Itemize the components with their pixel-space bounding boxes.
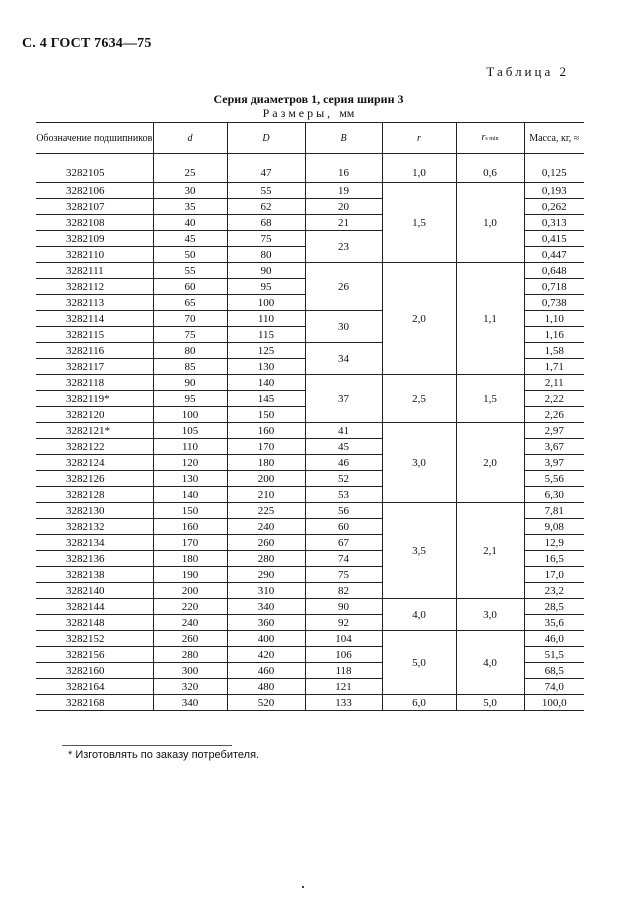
col-header-mass: Масса, кг, ≈ bbox=[524, 123, 584, 154]
cell-mass: 3,67 bbox=[524, 439, 584, 455]
col-header-d: d bbox=[153, 123, 227, 154]
cell-d: 65 bbox=[153, 295, 227, 311]
cell-designation: 3282117 bbox=[36, 359, 153, 375]
cell-mass: 68,5 bbox=[524, 663, 584, 679]
cell-rs-min: 0,6 bbox=[456, 154, 524, 183]
cell-d: 280 bbox=[153, 647, 227, 663]
cell-designation: 3282168 bbox=[36, 695, 153, 711]
cell-d: 40 bbox=[153, 215, 227, 231]
cell-B: 106 bbox=[305, 647, 382, 663]
cell-B: 52 bbox=[305, 471, 382, 487]
col-header-r: r bbox=[382, 123, 456, 154]
cell-r: 1,0 bbox=[382, 154, 456, 183]
cell-mass: 0,738 bbox=[524, 295, 584, 311]
cell-d: 110 bbox=[153, 439, 227, 455]
cell-designation: 3282106 bbox=[36, 183, 153, 199]
cell-d: 220 bbox=[153, 599, 227, 615]
cell-mass: 0,193 bbox=[524, 183, 584, 199]
cell-d: 160 bbox=[153, 519, 227, 535]
page-header: С. 4 ГОСТ 7634—75 bbox=[22, 36, 152, 51]
cell-designation: 3282120 bbox=[36, 407, 153, 423]
cell-d: 60 bbox=[153, 279, 227, 295]
cell-designation: 3282119* bbox=[36, 391, 153, 407]
cell-d: 90 bbox=[153, 375, 227, 391]
cell-d: 170 bbox=[153, 535, 227, 551]
cell-mass: 9,08 bbox=[524, 519, 584, 535]
cell-designation: 3282156 bbox=[36, 647, 153, 663]
cell-D: 170 bbox=[227, 439, 305, 455]
cell-designation: 3282136 bbox=[36, 551, 153, 567]
cell-designation: 3282111 bbox=[36, 263, 153, 279]
cell-d: 45 bbox=[153, 231, 227, 247]
rs-symbol: r bbox=[481, 131, 486, 143]
footnote: * Изготовлять по заказу потребителя. bbox=[68, 749, 260, 761]
cell-B: 26 bbox=[305, 263, 382, 311]
cell-r: 3,5 bbox=[382, 503, 456, 599]
cell-d: 340 bbox=[153, 695, 227, 711]
cell-mass: 46,0 bbox=[524, 631, 584, 647]
cell-designation: 3282160 bbox=[36, 663, 153, 679]
cell-D: 125 bbox=[227, 343, 305, 359]
cell-designation: 3282130 bbox=[36, 503, 153, 519]
cell-designation: 3282113 bbox=[36, 295, 153, 311]
cell-D: 55 bbox=[227, 183, 305, 199]
footnote-divider bbox=[62, 745, 232, 746]
cell-B: 104 bbox=[305, 631, 382, 647]
cell-B: 53 bbox=[305, 487, 382, 503]
cell-D: 47 bbox=[227, 154, 305, 183]
cell-designation: 3282144 bbox=[36, 599, 153, 615]
cell-D: 90 bbox=[227, 263, 305, 279]
cell-d: 180 bbox=[153, 551, 227, 567]
cell-B: 16 bbox=[305, 154, 382, 183]
cell-D: 140 bbox=[227, 375, 305, 391]
cell-designation: 3282164 bbox=[36, 679, 153, 695]
cell-D: 240 bbox=[227, 519, 305, 535]
cell-mass: 0,415 bbox=[524, 231, 584, 247]
cell-D: 115 bbox=[227, 327, 305, 343]
cell-designation: 3282126 bbox=[36, 471, 153, 487]
cell-D: 130 bbox=[227, 359, 305, 375]
cell-designation: 3282121* bbox=[36, 423, 153, 439]
cell-r: 1,5 bbox=[382, 183, 456, 263]
cell-rs-min: 1,0 bbox=[456, 183, 524, 263]
cell-designation: 3282132 bbox=[36, 519, 153, 535]
cell-D: 280 bbox=[227, 551, 305, 567]
table-caption-title: Серия диаметров 1, серия ширин 3 bbox=[213, 92, 404, 106]
col-header-designation: Обозначение подшипников bbox=[36, 123, 153, 154]
cell-designation: 3282107 bbox=[36, 199, 153, 215]
cell-D: 75 bbox=[227, 231, 305, 247]
cell-B: 90 bbox=[305, 599, 382, 615]
cell-d: 150 bbox=[153, 503, 227, 519]
cell-B: 19 bbox=[305, 183, 382, 199]
cell-rs-min: 1,5 bbox=[456, 375, 524, 423]
cell-D: 95 bbox=[227, 279, 305, 295]
cell-D: 100 bbox=[227, 295, 305, 311]
cell-D: 225 bbox=[227, 503, 305, 519]
cell-designation: 3282124 bbox=[36, 455, 153, 471]
rs-subscript: s min bbox=[485, 135, 499, 142]
cell-D: 80 bbox=[227, 247, 305, 263]
cell-designation: 3282138 bbox=[36, 567, 153, 583]
cell-B: 21 bbox=[305, 215, 382, 231]
cell-D: 160 bbox=[227, 423, 305, 439]
table-row bbox=[36, 154, 584, 183]
cell-d: 75 bbox=[153, 327, 227, 343]
cell-mass: 2,11 bbox=[524, 375, 584, 391]
cell-D: 150 bbox=[227, 407, 305, 423]
cell-mass: 0,313 bbox=[524, 215, 584, 231]
cell-mass: 6,30 bbox=[524, 487, 584, 503]
cell-designation: 3282114 bbox=[36, 311, 153, 327]
cell-d: 190 bbox=[153, 567, 227, 583]
cell-D: 340 bbox=[227, 599, 305, 615]
cell-mass: 1,71 bbox=[524, 359, 584, 375]
cell-B: 41 bbox=[305, 423, 382, 439]
cell-d: 260 bbox=[153, 631, 227, 647]
cell-B: 92 bbox=[305, 615, 382, 631]
cell-d: 120 bbox=[153, 455, 227, 471]
caption-unit: мм bbox=[339, 106, 355, 120]
table-header-row bbox=[36, 123, 584, 154]
cell-designation: 3282116 bbox=[36, 343, 153, 359]
cell-rs-min: 2,1 bbox=[456, 503, 524, 599]
cell-d: 50 bbox=[153, 247, 227, 263]
cell-mass: 35,6 bbox=[524, 615, 584, 631]
cell-mass: 0,718 bbox=[524, 279, 584, 295]
cell-B: 30 bbox=[305, 311, 382, 343]
cell-B: 133 bbox=[305, 695, 382, 711]
cell-D: 200 bbox=[227, 471, 305, 487]
cell-D: 62 bbox=[227, 199, 305, 215]
cell-d: 105 bbox=[153, 423, 227, 439]
cell-D: 145 bbox=[227, 391, 305, 407]
cell-D: 460 bbox=[227, 663, 305, 679]
cell-B: 23 bbox=[305, 231, 382, 263]
table-body bbox=[36, 154, 584, 711]
cell-d: 95 bbox=[153, 391, 227, 407]
cell-designation: 3282108 bbox=[36, 215, 153, 231]
cell-mass: 16,5 bbox=[524, 551, 584, 567]
cell-r: 2,5 bbox=[382, 375, 456, 423]
cell-d: 130 bbox=[153, 471, 227, 487]
cell-designation: 3282148 bbox=[36, 615, 153, 631]
cell-rs-min: 1,1 bbox=[456, 263, 524, 375]
cell-B: 67 bbox=[305, 535, 382, 551]
table-row bbox=[36, 503, 584, 519]
cell-mass: 2,22 bbox=[524, 391, 584, 407]
cell-designation: 3282118 bbox=[36, 375, 153, 391]
cell-D: 310 bbox=[227, 583, 305, 599]
cell-B: 34 bbox=[305, 343, 382, 375]
cell-D: 360 bbox=[227, 615, 305, 631]
cell-d: 85 bbox=[153, 359, 227, 375]
cell-r: 3,0 bbox=[382, 423, 456, 503]
col-header-B: B bbox=[305, 123, 382, 154]
cell-designation: 3282112 bbox=[36, 279, 153, 295]
cell-d: 300 bbox=[153, 663, 227, 679]
page-dot-mark bbox=[302, 886, 304, 888]
cell-mass: 1,58 bbox=[524, 343, 584, 359]
cell-r: 2,0 bbox=[382, 263, 456, 375]
cell-d: 70 bbox=[153, 311, 227, 327]
table-row bbox=[36, 263, 584, 279]
cell-D: 290 bbox=[227, 567, 305, 583]
cell-mass: 0,262 bbox=[524, 199, 584, 215]
cell-d: 30 bbox=[153, 183, 227, 199]
cell-mass: 2,26 bbox=[524, 407, 584, 423]
cell-designation: 3282115 bbox=[36, 327, 153, 343]
cell-r: 6,0 bbox=[382, 695, 456, 711]
cell-mass: 0,125 bbox=[524, 154, 584, 183]
cell-designation: 3282152 bbox=[36, 631, 153, 647]
cell-mass: 3,97 bbox=[524, 455, 584, 471]
cell-designation: 3282122 bbox=[36, 439, 153, 455]
cell-mass: 0,648 bbox=[524, 263, 584, 279]
cell-mass: 1,10 bbox=[524, 311, 584, 327]
cell-B: 82 bbox=[305, 583, 382, 599]
cell-B: 118 bbox=[305, 663, 382, 679]
table-row bbox=[36, 599, 584, 615]
cell-mass: 28,5 bbox=[524, 599, 584, 615]
cell-rs-min: 4,0 bbox=[456, 631, 524, 695]
cell-mass: 7,81 bbox=[524, 503, 584, 519]
cell-designation: 3282140 bbox=[36, 583, 153, 599]
cell-designation: 3282110 bbox=[36, 247, 153, 263]
cell-mass: 74,0 bbox=[524, 679, 584, 695]
cell-mass: 100,0 bbox=[524, 695, 584, 711]
cell-mass: 1,16 bbox=[524, 327, 584, 343]
cell-D: 520 bbox=[227, 695, 305, 711]
cell-d: 140 bbox=[153, 487, 227, 503]
cell-D: 210 bbox=[227, 487, 305, 503]
cell-D: 180 bbox=[227, 455, 305, 471]
col-header-rs-min bbox=[456, 123, 524, 154]
cell-mass: 51,5 bbox=[524, 647, 584, 663]
table-row bbox=[36, 375, 584, 391]
cell-r: 5,0 bbox=[382, 631, 456, 695]
cell-designation: 3282105 bbox=[36, 154, 153, 183]
cell-mass: 2,97 bbox=[524, 423, 584, 439]
cell-mass: 0,447 bbox=[524, 247, 584, 263]
cell-rs-min: 5,0 bbox=[456, 695, 524, 711]
cell-D: 480 bbox=[227, 679, 305, 695]
cell-B: 121 bbox=[305, 679, 382, 695]
cell-d: 240 bbox=[153, 615, 227, 631]
cell-B: 74 bbox=[305, 551, 382, 567]
cell-B: 75 bbox=[305, 567, 382, 583]
cell-d: 200 bbox=[153, 583, 227, 599]
cell-B: 37 bbox=[305, 375, 382, 423]
cell-mass: 17,0 bbox=[524, 567, 584, 583]
cell-D: 400 bbox=[227, 631, 305, 647]
cell-D: 110 bbox=[227, 311, 305, 327]
cell-rs-min: 3,0 bbox=[456, 599, 524, 631]
table-row bbox=[36, 631, 584, 647]
cell-D: 260 bbox=[227, 535, 305, 551]
cell-B: 45 bbox=[305, 439, 382, 455]
cell-d: 35 bbox=[153, 199, 227, 215]
cell-mass: 23,2 bbox=[524, 583, 584, 599]
cell-d: 100 bbox=[153, 407, 227, 423]
cell-d: 25 bbox=[153, 154, 227, 183]
cell-D: 68 bbox=[227, 215, 305, 231]
cell-designation: 3282109 bbox=[36, 231, 153, 247]
table-caption-subtitle bbox=[0, 106, 617, 121]
cell-designation: 3282134 bbox=[36, 535, 153, 551]
cell-d: 55 bbox=[153, 263, 227, 279]
table-row bbox=[36, 183, 584, 199]
table-label: Таблица 2 bbox=[486, 64, 569, 79]
cell-mass: 12,9 bbox=[524, 535, 584, 551]
cell-B: 46 bbox=[305, 455, 382, 471]
cell-designation: 3282128 bbox=[36, 487, 153, 503]
table-row bbox=[36, 695, 584, 711]
cell-rs-min: 2,0 bbox=[456, 423, 524, 503]
cell-mass: 5,56 bbox=[524, 471, 584, 487]
cell-B: 56 bbox=[305, 503, 382, 519]
cell-d: 320 bbox=[153, 679, 227, 695]
cell-B: 20 bbox=[305, 199, 382, 215]
cell-d: 80 bbox=[153, 343, 227, 359]
table-row bbox=[36, 423, 584, 439]
cell-B: 60 bbox=[305, 519, 382, 535]
dimensions-table bbox=[36, 122, 584, 711]
col-header-D: D bbox=[227, 123, 305, 154]
caption-sizes-label: Размеры, bbox=[262, 106, 334, 120]
cell-r: 4,0 bbox=[382, 599, 456, 631]
cell-D: 420 bbox=[227, 647, 305, 663]
